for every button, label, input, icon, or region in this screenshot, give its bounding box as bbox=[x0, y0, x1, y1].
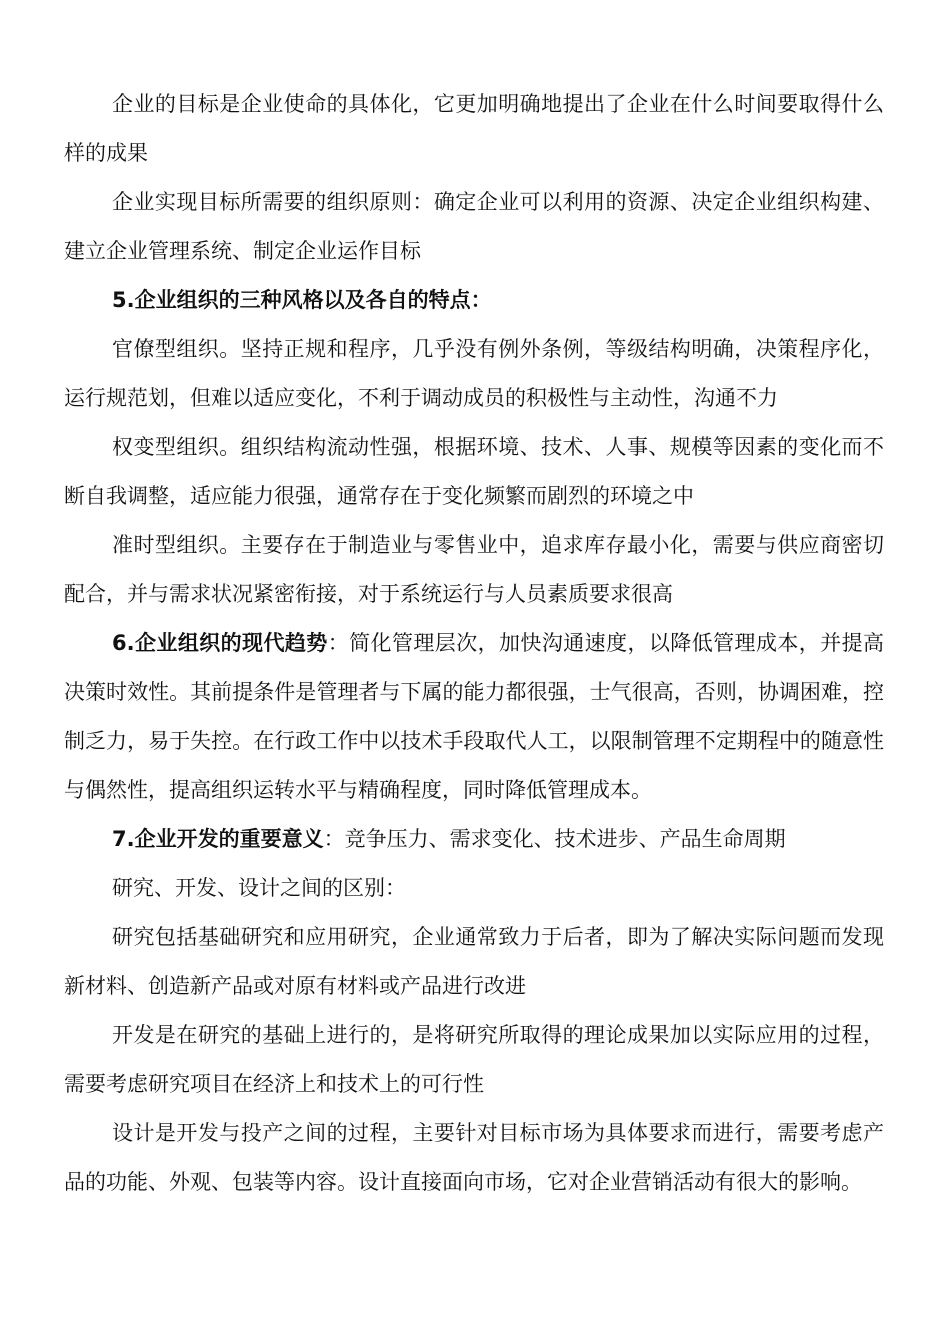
paragraph-modern-trends-text: ：简化管理层次，加快沟通速度，以降低管理成本，并提高决策时效性。其前提条件是管理者与下属的能力都很强，士气很高，否则，协调困难，控制乏力，易于失控。在行政工作中以技术手段取代人工，以限制管理不定期程中的随意性与偶然性，提高组织运转水平与精确程度，同时降低管理成本。 bbox=[64, 631, 885, 802]
paragraph-organization-principles: 企业实现目标所需要的组织原则：确定企业可以利用的资源、决定企业组织构建、建立企业管理系统、制定企业运作目标 bbox=[64, 190, 884, 263]
paragraph-differences-intro: 研究、开发、设计之间的区别： bbox=[112, 876, 406, 900]
paragraph-design: 设计是开发与投产之间的过程，主要针对目标市场为具体要求而进行，需要考虑产品的功能、外观、包装等内容。设计直接面向市场，它对企业营销活动有很大的影响。 bbox=[64, 1121, 884, 1194]
paragraph-research: 研究包括基础研究和应用研究，企业通常致力于后者，即为了解决实际问题而发现新材料、创造新产品或对原有材料或产品进行改进 bbox=[64, 925, 884, 998]
document-body bbox=[64, 80, 884, 1207]
paragraph-bureaucratic-org: 官僚型组织。坚持正规和程序，几乎没有例外条例，等级结构明确，决策程序化，运行规范划，但难以适应变化，不利于调动成员的积极性与主动性，沟通不力 bbox=[64, 337, 884, 410]
section-heading-5: 5.企业组织的三种风格以及各自的特点： bbox=[112, 288, 492, 312]
paragraph-modern-trends bbox=[64, 619, 884, 815]
paragraph-development-significance bbox=[64, 815, 884, 864]
section-heading-6: 6.企业组织的现代趋势 bbox=[112, 631, 328, 655]
paragraph-contingency-org: 权变型组织。组织结构流动性强，根据环境、技术、人事、规模等因素的变化而不断自我调整，适应能力很强，通常存在于变化频繁而剧烈的环境之中 bbox=[64, 435, 884, 508]
paragraph-development-significance-text: ：竞争压力、需求变化、技术进步、产品生命周期 bbox=[323, 827, 786, 851]
paragraph-just-in-time-org: 准时型组织。主要存在于制造业与零售业中，追求库存最小化，需要与供应商密切配合，并与需求状况紧密衔接，对于系统运行与人员素质要求很高 bbox=[64, 533, 884, 606]
section-heading-7: 7.企业开发的重要意义 bbox=[112, 827, 324, 851]
paragraph-development: 开发是在研究的基础上进行的，是将研究所取得的理论成果加以实际应用的过程，需要考虑研究项目在经济上和技术上的可行性 bbox=[64, 1023, 884, 1096]
paragraph-enterprise-goal: 企业的目标是企业使命的具体化，它更加明确地提出了企业在什么时间要取得什么样的成果 bbox=[64, 92, 884, 165]
